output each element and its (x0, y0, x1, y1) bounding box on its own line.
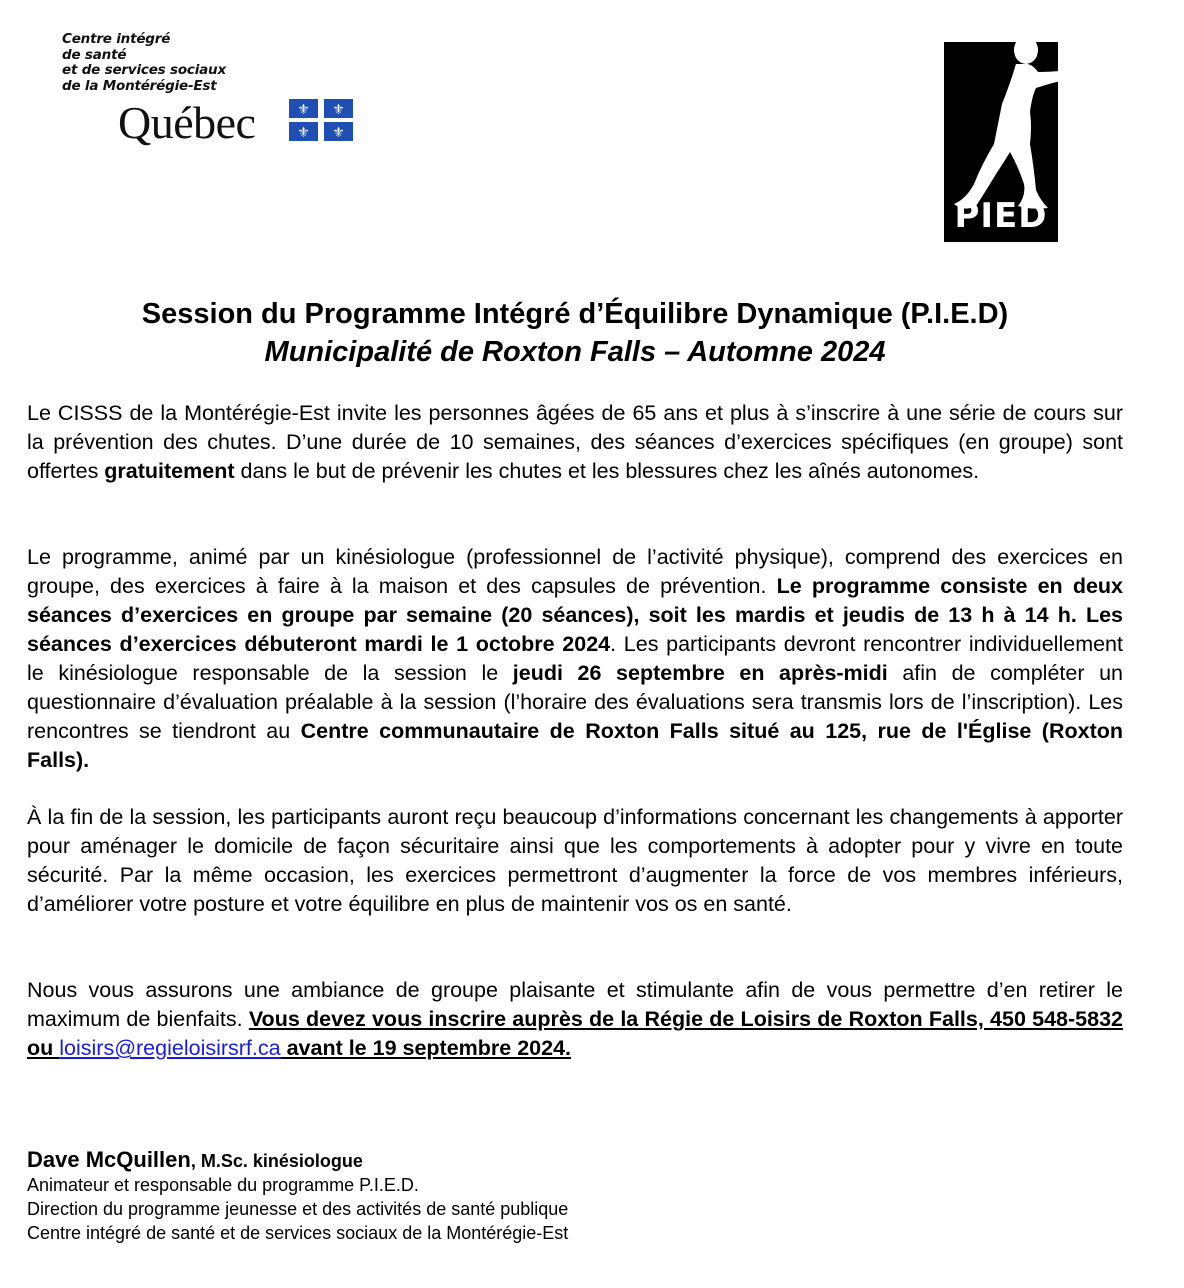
quebec-flag-icon (289, 99, 355, 143)
cisss-monteregie-est-logo (62, 32, 362, 154)
fleur-de-lis-icon: ⚜ (289, 99, 318, 118)
registration-deadline: avant le 19 septembre 2024. (280, 1036, 572, 1060)
paragraph-text: dans le but de prévenir les chutes et les blessures chez les aînés autonomes. (234, 459, 980, 483)
registration-paragraph (27, 976, 1123, 1063)
fleur-de-lis-icon: ⚜ (324, 99, 353, 118)
paragraph-text: afin de compléter un questionnaire d’évaluation préalable à la session (l’horaire des évaluations sera transmis lors de l’inscription). Les rencontres se tiendront au (27, 661, 1123, 743)
benefits-paragraph: À la fin de la session, les participants auront reçu beaucoup d’informations concernant les changements à apporter pour aménager le domicile de façon sécuritaire ainsi que les comportements à adopter pour y vivre en toute sécurité. Par la même occasion, les exercices permettront d’augmenter la force de vos membres inférieurs, d’améliorer votre posture et votre équilibre en plus de maintenir vos os en santé. (27, 805, 1123, 916)
pied-logo (944, 42, 1058, 242)
program-details-paragraph (27, 543, 1123, 775)
registration-instruction: Vous devez vous inscrire auprès de la Régie de Loisirs de Roxton Falls, 450 548-5832 ou (27, 1007, 1123, 1060)
cisss-logo-line: Centre intégré (62, 31, 171, 47)
evaluation-date-text: jeudi 26 septembre en après-midi (512, 661, 888, 685)
quebec-wordmark: Québec (118, 97, 256, 148)
signature-name-line (27, 1148, 568, 1173)
schedule-text: Le programme consiste en deux séances d’exercices en groupe par semaine (20 séances), soit les mardis et jeudis de 13 h à 14 h. Les séances d’exercices débuteront mardi le 1 octobre 2024 (27, 574, 1123, 656)
location-text: Centre communautaire de Roxton Falls situé au 125, rue de l'Église (Roxton Falls). (27, 719, 1123, 772)
fleur-de-lis-icon: ⚜ (324, 122, 353, 141)
cisss-logo-line: et de services sociaux (62, 62, 226, 78)
signature-line: Animateur et responsable du programme P.I.E.D. (27, 1175, 419, 1195)
signature-credentials: , M.Sc. kinésiologue (190, 1151, 363, 1171)
paragraph-text: . Les participants devront rencontrer individuellement le kinésiologue responsable de la session le (27, 632, 1123, 685)
paragraph-text: Le CISSS de la Montérégie-Est invite les personnes âgées de 65 ans et plus à s’inscrire à une série de cours sur la prévention des chutes. D’une durée de 10 semaines, des séances d’exercices spécifiques (en groupe) sont offertes (27, 401, 1123, 483)
signature-block (27, 1148, 568, 1245)
signature-name: Dave McQuillen (27, 1147, 191, 1172)
pied-logo-label: PIED (954, 196, 1048, 236)
cisss-logo-line: de la Montérégie-Est (62, 77, 217, 94)
intro-paragraph (27, 399, 1123, 486)
person-balance-icon (944, 34, 1094, 219)
document-title: Session du Programme Intégré d’Équilibre Dynamique (P.I.E.D) (141, 298, 1009, 330)
paragraph-bold-text: gratuitement (104, 459, 235, 483)
paragraph-text: Nous vous assurons une ambiance de groupe plaisante et stimulante afin de vous permettre d’en retirer le maximum de bienfaits. (27, 978, 1123, 1031)
fleur-de-lis-icon: ⚜ (289, 122, 318, 141)
email-link[interactable]: loisirs@regieloisirsrf.ca (59, 1036, 281, 1060)
cisss-logo-line: de santé (62, 46, 127, 63)
signature-line: Direction du programme jeunesse et des activités de santé publique (27, 1199, 569, 1219)
signature-line: Centre intégré de santé et de services sociaux de la Montérégie-Est (27, 1223, 569, 1243)
cisss-logo-text (62, 32, 362, 94)
document-subtitle: Municipalité de Roxton Falls – Automne 2024 (264, 336, 886, 368)
paragraph-text: Le programme, animé par un kinésiologue (professionnel de l’activité physique), comprend des exercices en groupe, des exercices à faire à la maison et des capsules de prévention. (27, 545, 1123, 598)
